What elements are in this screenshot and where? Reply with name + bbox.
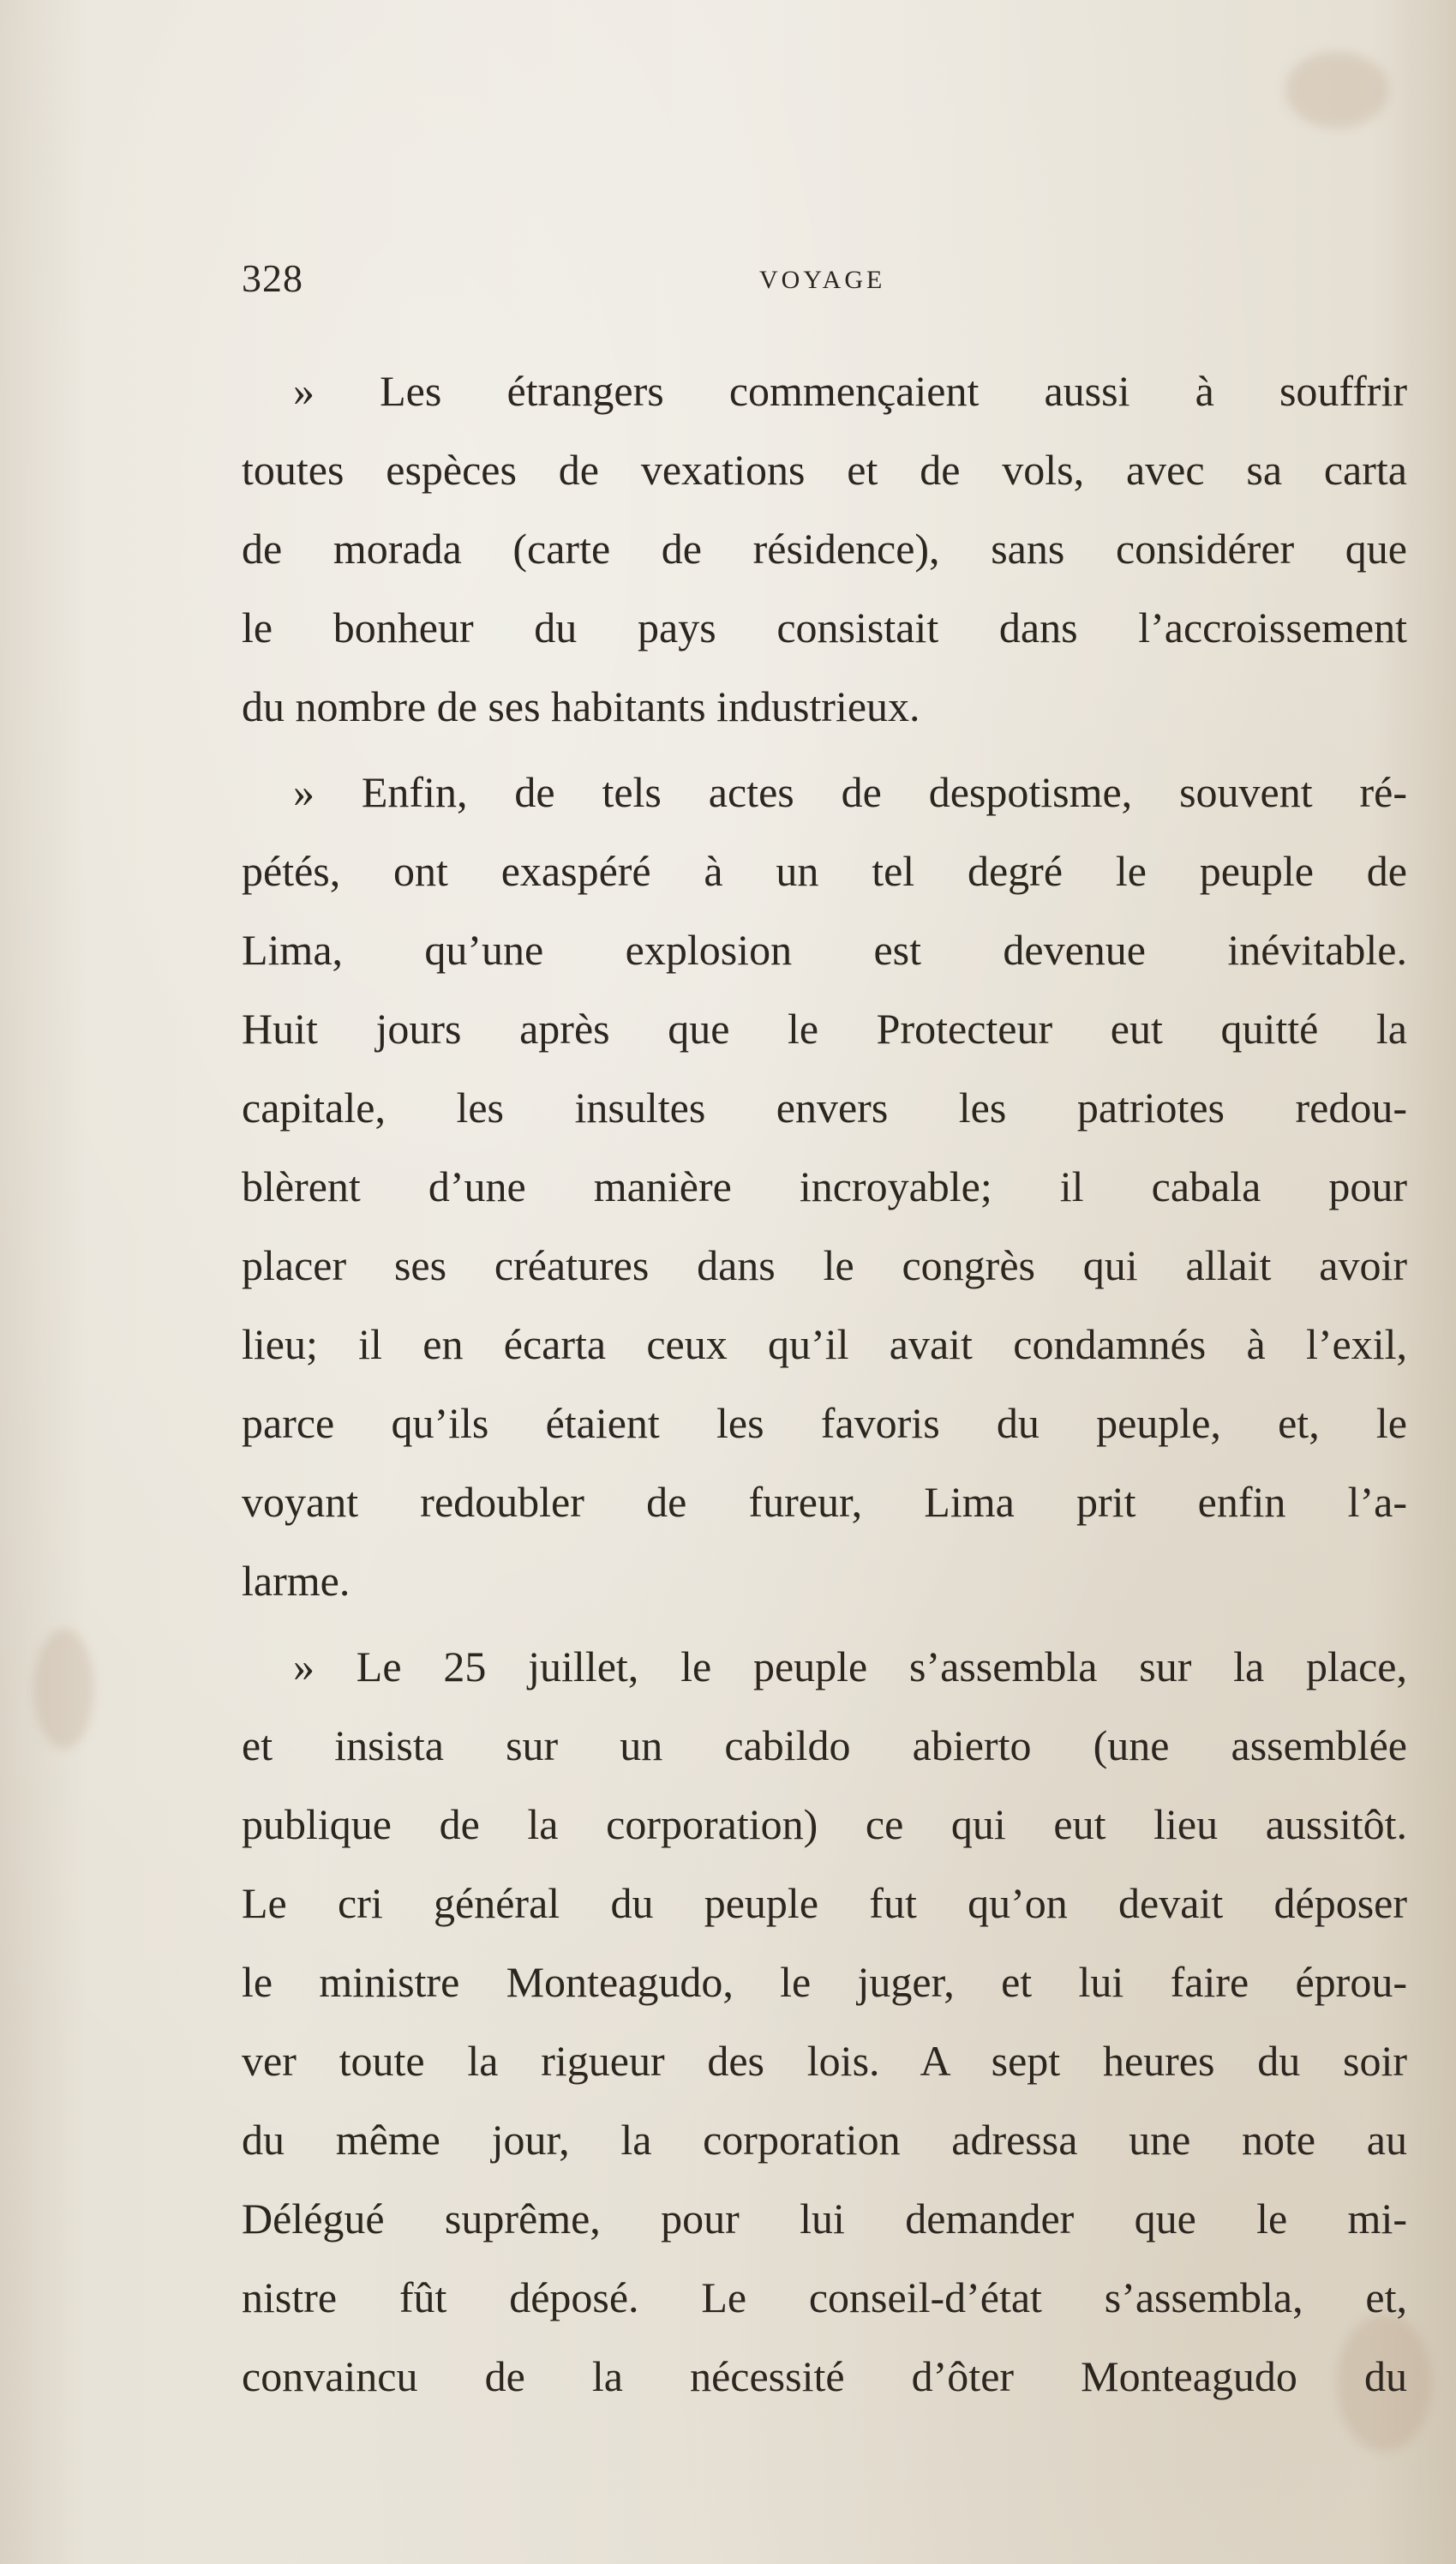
paper-stain	[1285, 51, 1388, 129]
text-line: blèrent d’une manière incroyable; il cabala pour	[242, 1162, 1407, 1210]
text-line: du même jour, la corporation adressa une note au	[242, 2116, 1407, 2164]
text-line: voyant redoubler de fureur, Lima prit enfin l’a-	[242, 1478, 1407, 1526]
text-line: le bonheur du pays consistait dans l’accroissement	[242, 603, 1407, 652]
paper-stain	[34, 1629, 94, 1749]
text-line: Huit jours après que le Protecteur eut quitté la	[242, 1005, 1407, 1053]
text-line: pétés, ont exaspéré à un tel degré le peuple de	[242, 847, 1407, 895]
paragraph	[242, 1627, 1407, 2416]
text-line: Délégué suprême, pour lui demander que le mi-	[242, 2195, 1407, 2243]
text-line: placer ses créatures dans le congrès qui allait avoir	[242, 1241, 1407, 1289]
text-line: convaincu de la nécessité d’ôter Monteagudo du	[242, 2352, 1407, 2400]
paragraph	[242, 351, 1407, 746]
text-line: nistre fût déposé. Le conseil-d’état s’assembla, et,	[242, 2273, 1407, 2321]
text-line: Le cri général du peuple fut qu’on devait déposer	[242, 1879, 1407, 1927]
text-line: Lima, qu’une explosion est devenue inévitable.	[242, 926, 1407, 974]
text-line: publique de la corporation) ce qui eut lieu aussitôt.	[242, 1800, 1407, 1848]
text-line: du nombre de ses habitants industrieux.	[242, 682, 920, 730]
page-number: 328	[242, 256, 303, 300]
text-line: lieu; il en écarta ceux qu’il avait condamnés à l’exil,	[242, 1320, 1407, 1368]
text-line: capitale, les insultes envers les patriotes redou-	[242, 1084, 1407, 1132]
text-line: de morada (carte de résidence), sans considérer que	[242, 525, 1407, 573]
text-line: » Les étrangers commençaient aussi à souffrir	[293, 367, 1407, 415]
text-line: » Le 25 juillet, le peuple s’assembla sur la place,	[293, 1642, 1407, 1690]
paragraph	[242, 753, 1407, 1620]
text-line: le ministre Monteagudo, le juger, et lui faire éprou-	[242, 1958, 1407, 2006]
text-line: » Enfin, de tels actes de despotisme, souvent ré-	[293, 768, 1407, 816]
text-line: et insista sur un cabildo abierto (une assemblée	[242, 1721, 1407, 1769]
text-line: ver toute la rigueur des lois. A sept heures du soir	[242, 2037, 1407, 2085]
text-line: toutes espèces de vexations et de vols, avec sa carta	[242, 446, 1407, 494]
text-line: parce qu’ils étaient les favoris du peuple, et, le	[242, 1399, 1407, 1447]
page-header	[242, 255, 1407, 307]
body-text	[242, 351, 1407, 2416]
running-head: VOYAGE	[759, 266, 886, 294]
text-line: larme.	[242, 1557, 351, 1605]
